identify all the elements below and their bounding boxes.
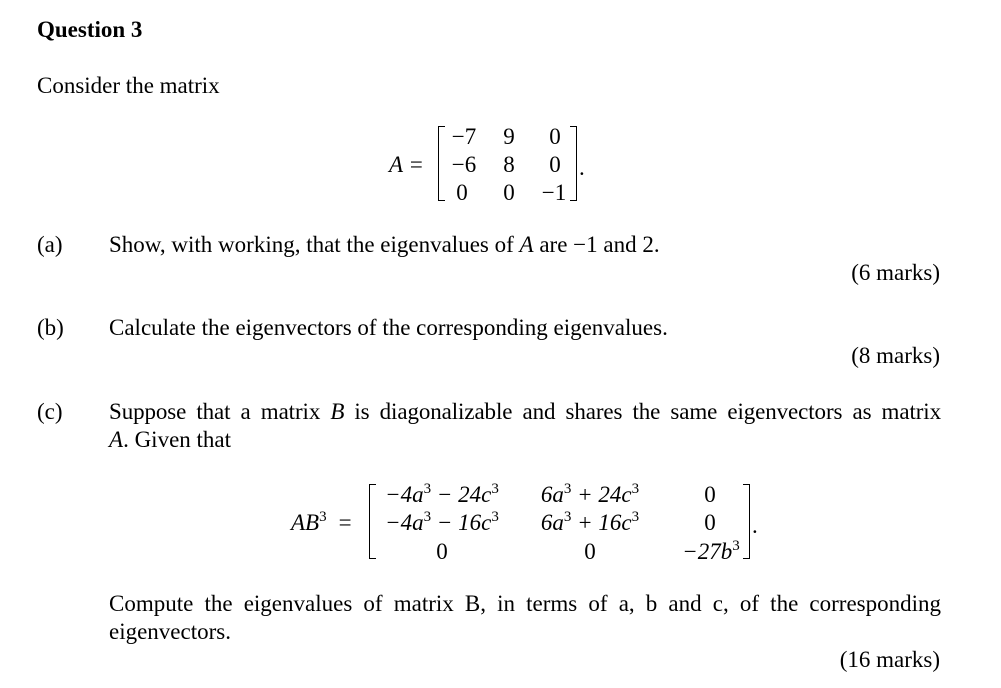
question-title: Question 3 xyxy=(37,17,143,42)
part-c-line1: Suppose that a matrix B is diagonalizable and shares the same eigenvectors as matrix xyxy=(109,399,941,424)
part-a-text: Show, with working, that the eigenvalues of A are −1 and 2. xyxy=(109,232,660,257)
matrix-ab3-cell: 0 xyxy=(584,539,596,564)
matrix-ab3-period: . xyxy=(752,513,758,538)
matrix-a-cell: 9 xyxy=(503,124,515,149)
matrix-a-cell: −6 xyxy=(451,152,477,177)
matrix-a-cell: 0 xyxy=(456,180,468,205)
part-c-marks: (16 marks) xyxy=(839,647,940,672)
part-c-line2: A. Given that xyxy=(109,427,232,452)
matrix-ab3-cell: 0 xyxy=(704,482,716,507)
part-b-text: Calculate the eigenvectors of the corresponding eigenvalues. xyxy=(109,315,668,340)
matrix-ab3-cell: $6a^3 + 16c^3$ xyxy=(540,509,640,535)
matrix-a-cell: 0 xyxy=(549,124,561,149)
matrix-ab3-cell: $-4a^3 - 24c^3$ xyxy=(385,481,499,507)
matrix-a-lhs: A = xyxy=(389,152,424,177)
matrix-ab3-lhs: $AB^3$ = xyxy=(291,509,352,535)
matrix-ab3-cell: $6a^3 + 24c^3$ xyxy=(540,481,640,507)
matrix-ab3-cell: $-27b^3$ xyxy=(682,538,740,564)
part-c-compute-line2: eigenvectors. xyxy=(109,619,231,644)
matrix-a-cell: 0 xyxy=(549,152,561,177)
intro-text: Consider the matrix xyxy=(37,73,220,98)
matrix-ab3-cell: $-4a^3 - 16c^3$ xyxy=(385,509,499,535)
part-c-label: (c) xyxy=(37,399,63,424)
part-b-marks: (8 marks) xyxy=(851,343,940,368)
part-b-label: (b) xyxy=(37,315,64,340)
matrix-ab3-cell: 0 xyxy=(436,539,448,564)
part-a-marks: (6 marks) xyxy=(851,260,940,285)
matrix-ab3-cell: 0 xyxy=(704,510,716,535)
matrix-a-period: . xyxy=(579,155,585,180)
matrix-a-cell: −1 xyxy=(541,180,567,205)
matrix-a-cell: 8 xyxy=(503,152,515,177)
part-a-label: (a) xyxy=(37,232,63,257)
matrix-a-cell: −7 xyxy=(451,124,477,149)
matrix-a-cell: 0 xyxy=(503,180,515,205)
part-c-compute-line1: Compute the eigenvalues of matrix B, in terms of a, b and c, of the corresponding xyxy=(109,591,941,616)
